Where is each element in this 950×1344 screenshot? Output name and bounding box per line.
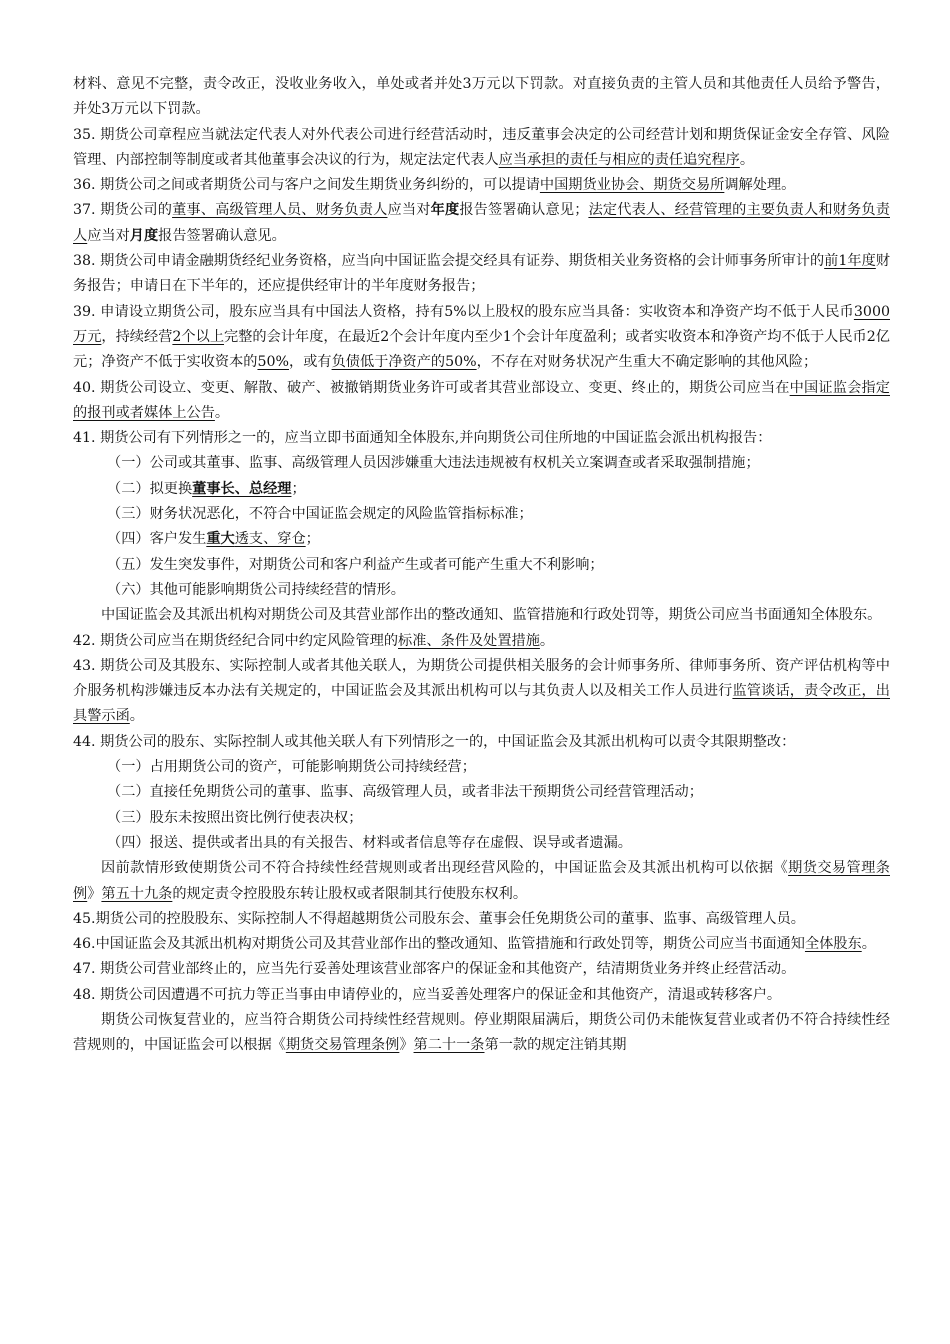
text-run: 。 xyxy=(739,151,755,168)
text-run: （六）其他可能影响期货公司持续经营的情形。 xyxy=(107,581,405,598)
paragraph xyxy=(73,806,890,831)
paragraph xyxy=(73,603,890,628)
text-run: 47. 期货公司营业部终止的，应当先行妥善处理该营业部客户的保证金和其他资产，结清期货业务并终止经营活动。 xyxy=(73,961,796,978)
paragraph xyxy=(73,300,890,376)
text-run: ； xyxy=(291,480,306,497)
underlined-text: 50% xyxy=(257,354,289,371)
text-run: 40. 期货公司设立、变更、解散、破产、被撤销期货业务许可或者其营业部设立、变更、终止的，期货公司应当在 xyxy=(73,379,790,396)
underlined-text: 监管谈话，责令改正，出具警示函 xyxy=(73,683,890,725)
text-run: ； xyxy=(305,531,320,548)
text-run: （四）报送、提供或者出具的有关报告、材料或者信息等存在虚假、误导或者遗漏。 xyxy=(107,834,632,851)
text-run: （四）客户发生 xyxy=(107,531,207,548)
paragraph xyxy=(73,780,890,805)
text-run: 46.中国证监会及其派出机构对期货公司及其营业部作出的整改通知、监管措施和行政处罚等，期货公司应当书面通知 xyxy=(73,936,805,953)
underlined-text: 期货交易管理条例 xyxy=(285,1037,400,1054)
paragraph xyxy=(73,553,890,578)
text-run: 37. 期货公司的 xyxy=(73,202,173,219)
paragraph xyxy=(73,527,890,552)
paragraph xyxy=(73,755,890,780)
paragraph xyxy=(73,907,890,932)
text-run: （二）拟更换 xyxy=(107,480,193,497)
text-run: （三）财务状况恶化，不符合中国证监会规定的风险监管指标标准； xyxy=(107,506,533,523)
text-run: 。 xyxy=(861,936,876,953)
paragraph xyxy=(73,173,890,198)
text-run: 的规定责令控股股东转让股权或者限制其行使股东权利。 xyxy=(172,885,528,902)
text-run: 。 xyxy=(214,404,230,421)
underlined-text: 期货交易管理条例 xyxy=(73,860,890,902)
text-run: 。 xyxy=(129,708,144,725)
paragraph xyxy=(73,376,890,427)
text-run: 应当对 xyxy=(387,202,431,219)
paragraph xyxy=(73,856,890,907)
paragraph xyxy=(73,502,890,527)
text-run: 39. 申请设立期货公司，股东应当具有中国法人资格，持有5%以上股权的股东应当具备：实收资本和净资产均不低于人民币 xyxy=(73,303,854,320)
text-run: 完整的会计年度，在最近2个会计年度内至少1个会计年度盈利；或者实收资本和净资产均不低于人民币2亿元；净资产不低于实收资本的 xyxy=(73,328,890,371)
paragraph xyxy=(73,249,890,300)
paragraph xyxy=(73,578,890,603)
bold-text: 月度 xyxy=(129,227,159,244)
underlined-text: 透支、穿仓 xyxy=(234,531,306,548)
text-run: 41. 期货公司有下列情形之一的，应当立即书面通知全体股东,并向期货公司住所地的中国证监会派出机构报告： xyxy=(73,430,772,447)
underlined-text: 2个以上 xyxy=(172,328,225,345)
underlined-text: 3000万元 xyxy=(73,303,890,345)
text-run: （一）公司或其董事、监事、高级管理人员因涉嫌重大违法违规被有权机关立案调查或者采取强制措施； xyxy=(107,455,760,472)
paragraph xyxy=(73,654,890,730)
text-run: 第一款的规定注销其期 xyxy=(484,1037,627,1054)
text-run: ，不存在对财务状况产生重大不确定影响的其他风险； xyxy=(476,354,818,371)
text-run: ，持续经营 xyxy=(101,328,173,345)
text-run: 35. 期货公司章程应当就法定代表人对外代表公司进行经营活动时，违反董事会决定的公司经营计划和期货保证金安全存管、风险管理、内部控制等制度或者其他董事会决议的行为，规定法定代表人 xyxy=(73,126,890,168)
underlined-text: 董事、高级管理人员、财务负责人 xyxy=(172,202,388,219)
text-run: 财务报告；申请日在下半年的，还应提供经审计的半年度财务报告； xyxy=(73,253,891,295)
text-run: 38. 期货公司申请金融期货经纪业务资格，应当向中国证监会提交经具有证券、期货相关业务资格的会计师事务所审计的 xyxy=(73,253,825,270)
underlined-bold-text: 董事长、总经理 xyxy=(192,480,292,497)
paragraph xyxy=(73,72,890,123)
text-run: （三）股东未按照出资比例行使表决权； xyxy=(107,809,363,826)
text-run: 42. 期货公司应当在期货经纪合同中约定风险管理的 xyxy=(73,632,399,649)
text-run: 48. 期货公司因遭遇不可抗力等正当事由申请停业的，应当妥善处理客户的保证金和其他资产，清退或转移客户。 xyxy=(73,986,782,1003)
text-run: 36. 期货公司之间或者期货公司与客户之间发生期货业务纠纷的，可以提请 xyxy=(73,177,540,194)
paragraph xyxy=(73,831,890,856)
underlined-text: 第二十一条 xyxy=(413,1037,485,1054)
paragraph xyxy=(73,477,890,502)
text-run: 因前款情形致使期货公司不符合持续性经营规则或者出现经营风险的，中国证监会及其派出机构可以依据《 xyxy=(101,860,789,877)
paragraph xyxy=(73,451,890,476)
underlined-text: 应当承担的责任与相应的责任追究程序 xyxy=(498,151,740,168)
underlined-text: 中国证监会指定的报刊或者媒体上公告 xyxy=(73,379,890,421)
underlined-text: 第五十九条 xyxy=(101,885,173,902)
text-run: （一）占用期货公司的资产，可能影响期货公司持续经营； xyxy=(107,759,476,776)
underlined-text: 标准、条件及处置措施 xyxy=(398,632,540,649)
underlined-text: 负债低于净资产的50% xyxy=(331,354,477,371)
text-run: 44. 期货公司的股东、实际控制人或其他关联人有下列情形之一的，中国证监会及其派出机构可以责令其限期整改： xyxy=(73,733,796,750)
text-run: （二）直接任免期货公司的董事、监事、高级管理人员，或者非法干预期货公司经营管理活动； xyxy=(107,784,703,801)
text-run: 报告签署确认意见； xyxy=(459,202,589,219)
text-run: 中国证监会及其派出机构对期货公司及其营业部作出的整改通知、监管措施和行政处罚等，期货公司应当书面通知全体股东。 xyxy=(101,607,882,624)
paragraph xyxy=(73,198,890,249)
text-run: 》 xyxy=(87,885,102,902)
paragraph xyxy=(73,426,890,451)
paragraph xyxy=(73,983,890,1008)
text-run: 。 xyxy=(539,632,555,649)
paragraph xyxy=(73,730,890,755)
text-run: 应当对 xyxy=(87,227,130,244)
text-run: 材料、意见不完整，责令改正，没收业务收入，单处或者并处3万元以下罚款。对直接负责的主管人员和其他责任人员给予警告，并处3万元以下罚款。 xyxy=(73,76,890,118)
underlined-text: 法定代表人、经营管理的主要负责人和财务负责人 xyxy=(73,202,890,244)
paragraph xyxy=(73,957,890,982)
text-run: 期货公司恢复营业的，应当符合期货公司持续性经营规则。停业期限届满后，期货公司仍未能恢复营业或者仍不符合持续性经营规则的，中国证监会可以根据《 xyxy=(73,1011,890,1054)
text-run: 》 xyxy=(399,1037,414,1054)
text-run: （五）发生突发事件，对期货公司和客户利益产生或者可能产生重大不利影响； xyxy=(107,556,604,573)
paragraph xyxy=(73,1008,890,1059)
text-run: 报告签署确认意见。 xyxy=(158,227,286,244)
paragraph xyxy=(73,932,890,957)
paragraph xyxy=(73,629,890,654)
text-run: 43. 期货公司及其股东、实际控制人或者其他关联人，为期货公司提供相关服务的会计师事务所、律师事务所、资产评估机构等中介服务机构涉嫌违反本办法有关规定的，中国证监会及其派出机构可以与其负责人以及相关工作人员进行 xyxy=(73,657,890,700)
underlined-text: 全体股东 xyxy=(804,936,862,953)
text-run: 45.期货公司的控股股东、实际控制人不得超越期货公司股东会、董事会任免期货公司的董事、监事、高级管理人员。 xyxy=(73,910,805,927)
underlined-text: 前1年度 xyxy=(824,253,876,270)
text-run: 调解处理。 xyxy=(724,177,796,194)
underlined-bold-text: 重大 xyxy=(206,531,235,548)
paragraph xyxy=(73,123,890,174)
text-run: ，或有 xyxy=(289,354,332,371)
bold-text: 年度 xyxy=(430,202,460,219)
underlined-text: 中国期货业协会、期货交易所 xyxy=(539,177,725,194)
